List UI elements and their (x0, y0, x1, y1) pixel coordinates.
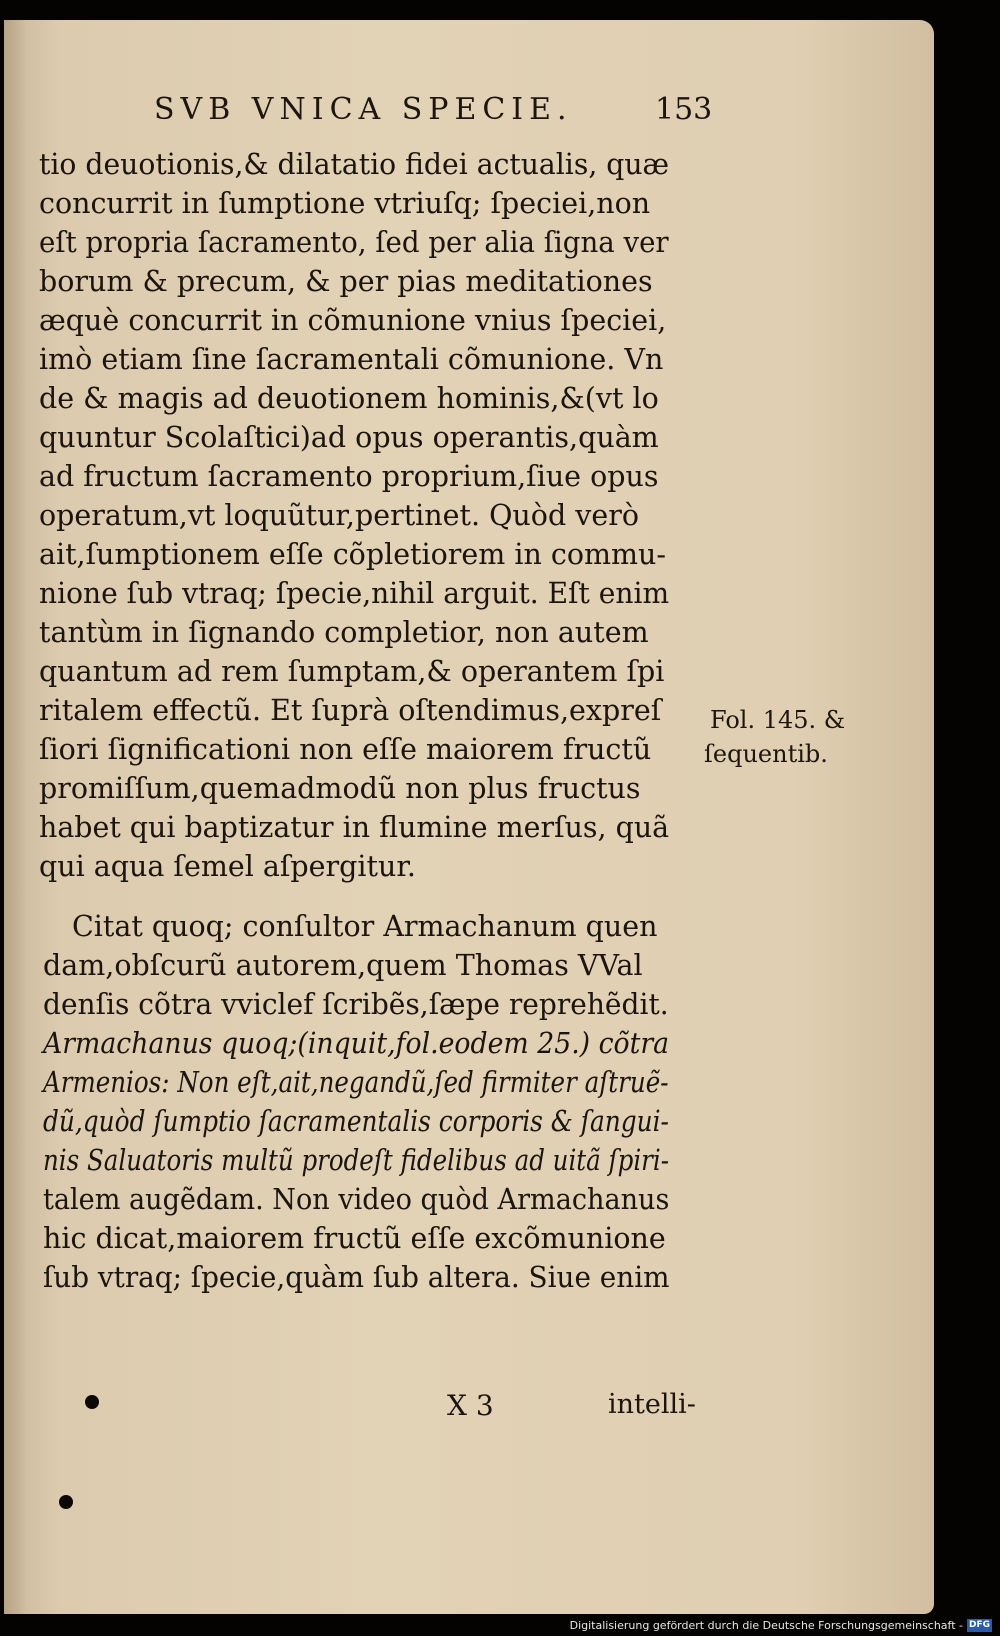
running-head: SVB VNICA SPECIE. (154, 92, 573, 127)
text-line: ſiori ſignificationi non eſſe maiorem fructũ (39, 733, 652, 766)
text-line: promiſſum,quemadmodũ non plus fructus (39, 772, 641, 805)
text-line: ad fructum ſacramento proprium,ſiue opus (39, 460, 659, 493)
quotation-line: nis Saluatoris multũ prodeſt fidelibus ad uitã ſpiri- (43, 1144, 669, 1177)
text-line: ait,ſumptionem eſſe cõpletiorem in commu- (39, 538, 667, 571)
text-line: quantum ad rem ſumptam,& operantem ſpi (39, 655, 665, 688)
quotation-line: dũ,quòd ſumptio ſacramentalis corporis & ſangui- (43, 1105, 669, 1138)
text-line: æquè concurrit in cõmunione vnius ſpeciei, (39, 304, 667, 337)
dfg-logo: DFG (968, 1619, 990, 1630)
ink-spot (59, 1495, 73, 1509)
text-line: hic dicat,maiorem fructũ eſſe excõmunione (43, 1222, 666, 1255)
text-line: talem augẽdam. Non video quòd Armachanus (43, 1183, 670, 1216)
text-line: imò etiam ſine ſacramentali cõmunione. Vn (39, 343, 664, 376)
text-line: dam,obſcurũ autorem,quem Thomas VVal (43, 949, 643, 982)
catchword: intelli- (608, 1389, 696, 1420)
text-line: habet qui baptizatur in flumine merſus, quã (39, 811, 670, 844)
text-line: ritalem effectũ. Et ſuprà oſtendimus,expreſ (39, 694, 662, 727)
quotation-line: Armachanus quoq;(inquit,fol.eodem 25.) cõtra (43, 1027, 670, 1060)
text-line: borum & precum, & per pias meditationes (39, 265, 653, 298)
text-line: operatum,vt loquũtur,pertinet. Quòd verò (39, 499, 640, 532)
signature-mark: X 3 (447, 1389, 494, 1422)
text-line: qui aqua ſemel aſpergitur. (39, 850, 416, 883)
text-line: concurrit in ſumptione vtriuſq; ſpeciei,non (39, 187, 651, 220)
text-line: eſt propria ſacramento, ſed per alia ſigna ver (39, 226, 669, 259)
margin-note-line: Fol. 145. & (710, 706, 846, 734)
ink-spot (85, 1395, 99, 1409)
quotation-line: Armenios: Non eſt,ait,negandũ,ſed firmiter aſtruẽ- (43, 1066, 669, 1099)
folio-number: 153 (655, 92, 713, 127)
book-page (4, 20, 934, 1614)
digitization-credit: Digitalisierung gefördert durch die Deutsche Forschungsgemeinschaft - (569, 1618, 963, 1632)
text-line: denſis cõtra vviclef ſcribẽs,ſæpe reprehẽdit. (43, 988, 669, 1021)
margin-note-line: ſequentib. (704, 740, 828, 768)
text-line: nione ſub vtraq; ſpecie,nihil arguit. Eſt enim (39, 577, 670, 610)
digitization-footer (570, 1616, 992, 1634)
text-line: quuntur Scolaſtici)ad opus operantis,quàm (39, 421, 659, 454)
paragraph-first-line: Citat quoq; conſultor Armachanum quen (72, 910, 658, 943)
text-line: tio deuotionis,& dilatatio fidei actualis, quæ (39, 148, 670, 181)
page-gutter-shadow (4, 20, 26, 1614)
text-line: ſub vtraq; ſpecie,quàm ſub altera. Siue enim (43, 1261, 670, 1294)
text-line: tantùm in ſignando completior, non autem (39, 616, 649, 649)
text-line: de & magis ad deuotionem hominis,&(vt lo (39, 382, 659, 415)
